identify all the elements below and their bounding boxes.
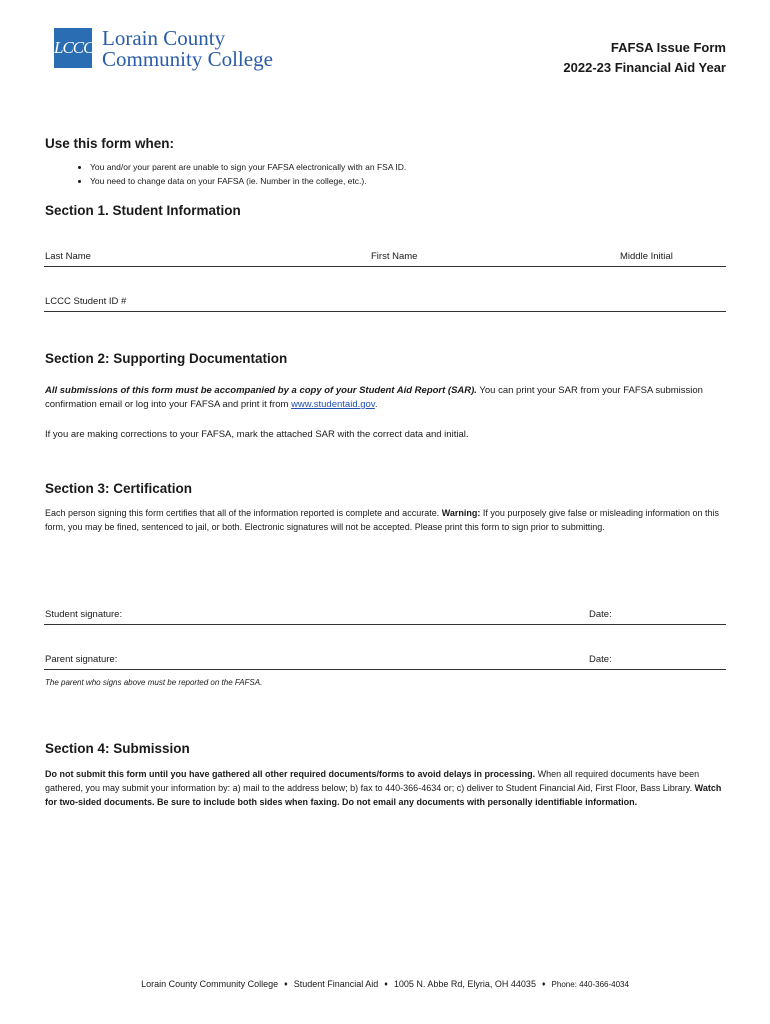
first-name-label: First Name (371, 251, 418, 262)
student-signature-line[interactable] (44, 624, 726, 625)
use-form-heading: Use this form when: (45, 136, 175, 151)
footer-office: Student Financial Aid (293, 979, 379, 989)
logo-line-2: Community College (102, 47, 273, 71)
section3-heading: Section 3: Certification (45, 481, 193, 496)
section2-paragraph: All submissions of this form must be accompanied by a copy of your Student Aid Report (SAR). You can print your SAR from your FAFSA submission confirmation email or log into your FAFSA and print it from www.studentaid.gov. (45, 385, 703, 410)
section4-heading: Section 4: Submission (45, 741, 190, 756)
form-title: FAFSA Issue Form (610, 40, 726, 55)
form-title-block (563, 38, 726, 78)
student-date-label: Date: (589, 609, 612, 620)
page-footer (0, 979, 770, 989)
section2-heading: Section 2: Supporting Documentation (45, 351, 288, 366)
diamond-separator-icon: ♦ (284, 981, 288, 988)
aid-year: 2022-23 Financial Aid Year (563, 60, 726, 75)
name-field-line[interactable] (44, 266, 726, 267)
list-item: • You need to change data on your FAFSA (ie. Number in the college, etc.). (90, 174, 406, 188)
diamond-separator-icon: ♦ (541, 981, 546, 988)
certification-text: Each person signing this form certifies that all of the information reported is complete and accurate. Warning: If you purposely give false or misleading information on this form, you may be fined, sentenced to jail, or both. Electronic signatures will not be accepted. Please print this form to sign prior to submitting. (45, 508, 719, 532)
last-name-label: Last Name (45, 251, 91, 262)
parent-signature-label: Parent signature: (45, 654, 118, 665)
studentaid-link[interactable]: www.studentaid.gov (291, 399, 375, 410)
college-logo (54, 28, 273, 70)
middle-initial-label: Middle Initial (620, 251, 673, 262)
diamond-separator-icon: ♦ (384, 981, 388, 988)
section1-heading: Section 1. Student Information (45, 203, 241, 218)
student-id-label: LCCC Student ID # (45, 296, 127, 307)
parent-note: The parent who signs above must be reported on the FAFSA. (45, 678, 263, 687)
logo-line-1: Lorain County (102, 26, 226, 50)
list-item: • You and/or your parent are unable to sign your FAFSA electronically with an FSA ID. (90, 160, 406, 174)
student-signature-label: Student signature: (45, 609, 123, 620)
parent-signature-line[interactable] (44, 669, 726, 670)
footer-phone: Phone: 440-366-4034 (551, 980, 629, 989)
use-form-list (66, 160, 406, 188)
student-id-field-line[interactable] (44, 311, 726, 312)
footer-college: Lorain County Community College (141, 979, 279, 989)
lccc-logo-icon: LCCC (54, 28, 92, 68)
warning-label: Warning: (441, 508, 481, 518)
footer-address: 1005 N. Abbe Rd, Elyria, OH 44035 (393, 979, 536, 989)
sar-requirement: All submissions of this form must be accompanied by a copy of your Student Aid Report (SAR). (45, 385, 477, 396)
parent-date-label: Date: (589, 654, 612, 665)
section2-corrections: If you are making corrections to your FAFSA, mark the attached SAR with the correct data and initial. (45, 429, 469, 440)
submission-text: Do not submit this form until you have gathered all other required documents/forms to avoid delays in processing. When all required documents have been gathered, you may submit your information by: a) mail to the address below; b) fax to 440-366-4634 or; c) deliver to Student Financial Aid, First Floor, Bass Library. Watch for two-sided documents. Be sure to include both sides when faxing. Do not email any documents with personally identifiable information. (45, 769, 722, 807)
